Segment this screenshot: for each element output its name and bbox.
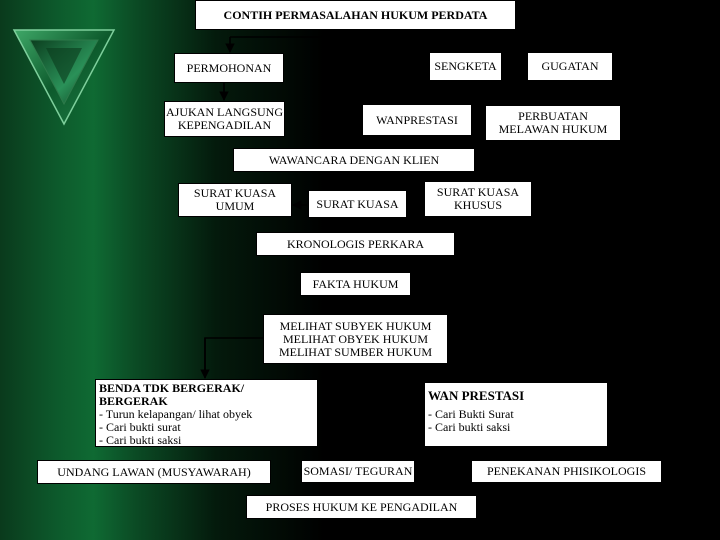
kronologis-text: KRONOLOGIS PERKARA [286,236,424,251]
ajukan-line-1: AJUKAN LANGSUNG [166,105,283,119]
somasi-text: SOMASI/ TEGURAN [303,464,413,478]
penekanan-box [471,460,662,483]
wan-prestasi-item-2: - Cari bukti saksi [428,420,511,434]
gugatan-text: GUGATAN [541,59,599,73]
sk-khusus-line-2: KHUSUS [453,198,502,212]
pmh-line-1: PERBUATAN [518,109,588,123]
somasi-box [301,460,415,483]
surat-kuasa-umum-box [178,183,292,217]
proses-hukum-text: PROSES HUKUM KE PENGADILAN [265,499,458,514]
wanprestasi-box [362,104,472,136]
fakta-hukum-box [300,272,411,296]
melihat-line-2: MELIHAT OBYEK HUKUM [282,331,429,346]
penekanan-text: PENEKANAN PHISIKOLOGIS [487,464,646,478]
benda-item-1: - Turun kelapangan/ lihat obyek [99,407,253,421]
undang-lawan-box [37,460,271,484]
wawancara-text: WAWANCARA DENGAN KLIEN [268,152,440,167]
ajukan-line-2: KEPENGADILAN [177,118,272,132]
benda-box [95,379,318,447]
sengketa-box [429,52,502,81]
surat-kuasa-text: SURAT KUASA [316,196,399,211]
pmh-line-2: MELAWAN HUKUM [498,122,608,136]
sk-umum-line-2: UMUM [215,199,255,213]
wanprestasi-text: WANPRESTASI [376,112,458,127]
melihat-line-1: MELIHAT SUBYEK HUKUM [279,318,432,333]
gugatan-box [527,52,613,81]
wan-prestasi-heading: WAN PRESTASI [428,388,525,403]
sk-umum-line-1: SURAT KUASA [193,186,277,200]
title-text: CONTIH PERMASALAHAN HUKUM PERDATA [223,7,488,22]
permohonan-text: PERMOHONAN [186,60,272,75]
title-box [195,0,516,30]
benda-item-2: - Cari bukti surat [99,420,181,434]
wan-prestasi-item-1: - Cari Bukti Surat [428,407,514,421]
kronologis-box [256,232,455,256]
permohonan-box [174,53,284,83]
proses-hukum-box [246,495,477,519]
ajukan-box [164,101,285,137]
fakta-hukum-text: FAKTA HUKUM [312,276,399,291]
undang-lawan-text: UNDANG LAWAN (MUSYAWARAH) [57,464,251,479]
surat-kuasa-khusus-box [424,181,532,217]
melihat-line-3: MELIHAT SUMBER HUKUM [278,344,433,359]
melihat-box [263,314,448,364]
benda-heading: BENDA TDK BERGERAK/ BERGERAK [99,381,245,408]
wawancara-box [233,148,475,172]
pmh-box [485,105,621,141]
surat-kuasa-box [308,190,407,218]
sengketa-text: SENGKETA [434,59,497,73]
sk-khusus-line-1: SURAT KUASA [436,185,520,199]
benda-item-3: - Cari bukti saksi [99,433,182,447]
wan-prestasi-box [424,382,608,447]
